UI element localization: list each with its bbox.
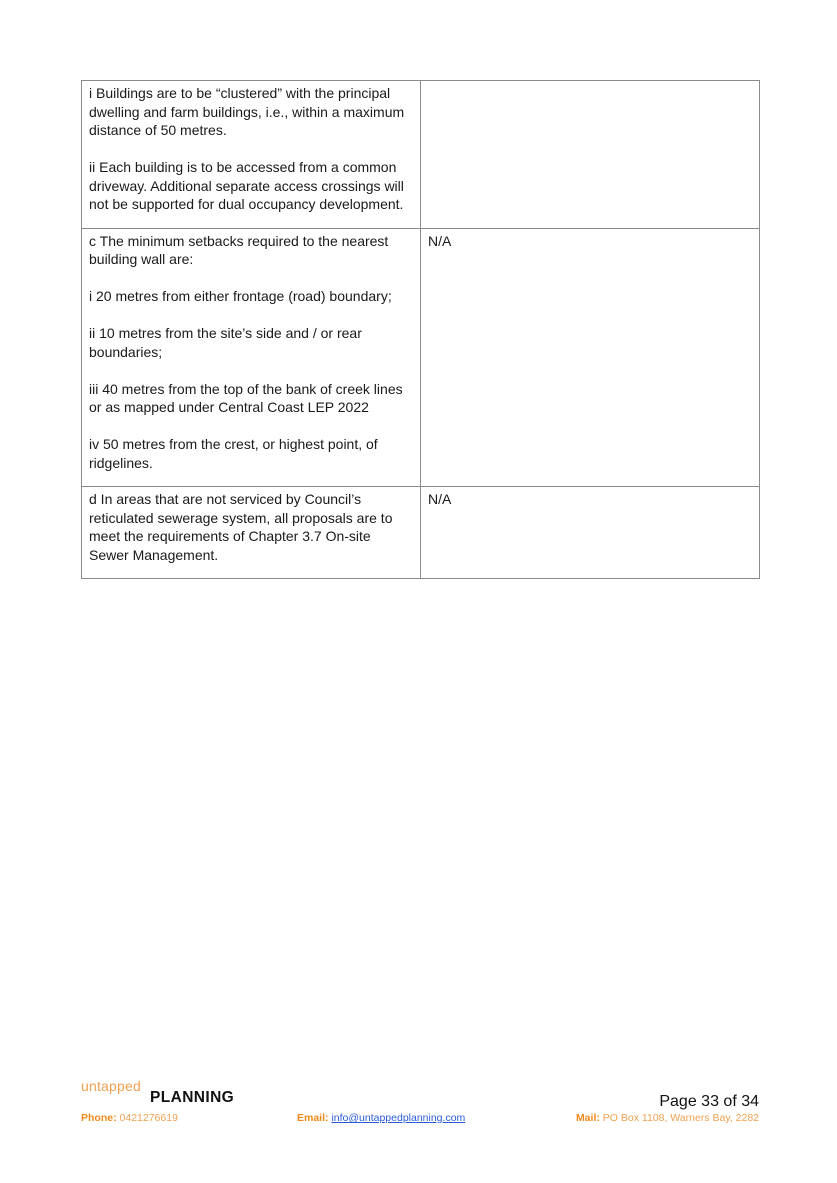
requirement-paragraph: i 20 metres from either frontage (road) boundary; <box>89 288 392 304</box>
requirement-paragraph: i Buildings are to be “clustered” with the principal dwelling and farm buildings, i.e., within a maximum distance of 50 metres. <box>89 85 405 138</box>
requirement-paragraph: iii 40 metres from the top of the bank of creek lines or as mapped under Central Coast LEP 2022 <box>89 380 403 415</box>
table-row <box>82 228 760 487</box>
requirement-paragraph: ii 10 metres from the site’s side and / or rear boundaries; <box>89 325 362 360</box>
mail-value: PO Box 1108, Warners Bay, 2282 <box>602 1112 759 1124</box>
requirement-cell <box>82 81 421 229</box>
response-cell: N/A <box>421 228 760 487</box>
table-row <box>82 81 760 229</box>
response-cell <box>421 81 760 229</box>
requirement-paragraph: ii Each building is to be accessed from a common driveway. Additional separate access crossings will not be supported for dual occupancy development. <box>89 159 404 212</box>
company-logo <box>81 1078 235 1108</box>
phone-value: 0421276619 <box>119 1112 178 1124</box>
footer-contact <box>81 1112 759 1126</box>
email-label: Email: <box>297 1112 329 1124</box>
mail-label: Mail: <box>575 1112 600 1124</box>
requirement-cell <box>82 487 421 579</box>
page-number: Page 33 of 34 <box>659 1093 759 1110</box>
requirement-cell <box>82 228 421 487</box>
footer-email <box>297 1112 465 1124</box>
logo-text-untapped: untapped <box>81 1078 141 1094</box>
response-cell: N/A <box>421 487 760 579</box>
email-link[interactable]: info@untappedplanning.com <box>331 1112 466 1124</box>
footer-mail <box>576 1112 759 1124</box>
requirement-paragraph: d In areas that are not serviced by Council’s reticulated sewerage system, all proposals are to meet the requirements of Chapter 3.7 On-site Sewer Management. <box>89 491 393 563</box>
phone-label: Phone: <box>81 1112 117 1124</box>
footer-phone <box>81 1112 178 1124</box>
requirement-paragraph: iv 50 metres from the crest, or highest point, of ridgelines. <box>89 436 378 471</box>
logo-text-planning: PLANNING <box>150 1089 235 1106</box>
table-row <box>82 487 760 579</box>
requirement-paragraph: c The minimum setbacks required to the nearest building wall are: <box>89 232 389 267</box>
compliance-table <box>81 80 760 579</box>
